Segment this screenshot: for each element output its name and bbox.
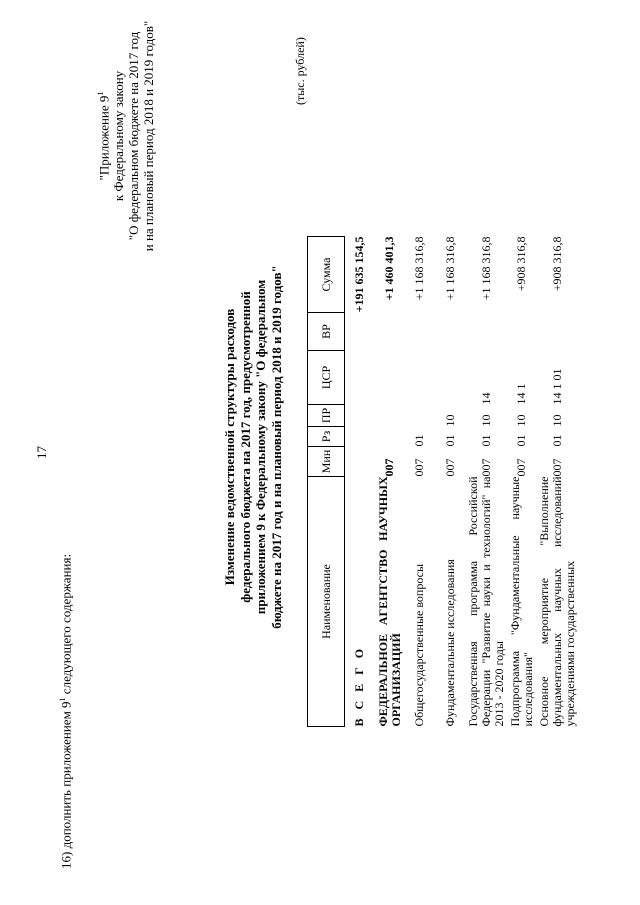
- table-row: [435, 237, 467, 727]
- title-line-4: бюджете на 2017 год и на плановый период 2018 и 2019 годов": [268, 265, 284, 629]
- row-rz: 01: [514, 434, 528, 447]
- row-sum: +1 168 316,8: [443, 236, 457, 301]
- row-min: 007: [478, 458, 493, 477]
- table-row: [375, 237, 405, 727]
- row-rz: 01: [443, 434, 457, 447]
- row-name: Фундаментальные исследования: [443, 559, 457, 727]
- row-pr: 10: [514, 414, 528, 427]
- title-line-2: федерального бюджета на 2017 год, предусмотренной: [237, 291, 253, 603]
- row-sum: +1 168 316,8: [478, 236, 493, 301]
- row-sum: +1 168 316,8: [412, 236, 426, 301]
- header-name: Наименование: [308, 477, 345, 727]
- row-vr: [467, 313, 506, 351]
- row-name: Основное мероприятие "Выполнение фундаментальных научных исследований учреждениями государственных: [536, 476, 577, 727]
- table-row: [345, 237, 375, 727]
- row-csr: [345, 351, 375, 405]
- appendix-line-1: [93, 7, 111, 265]
- row-min: 007: [514, 458, 528, 477]
- header-min: Мин: [308, 447, 345, 477]
- units-label: (тыс. рублей): [293, 37, 307, 105]
- row-csr: 14 1: [514, 383, 528, 405]
- row-min: 007: [549, 458, 564, 477]
- header-vr: ВР: [308, 313, 345, 351]
- appendix-superscript: 1: [96, 91, 105, 96]
- header-sum: Сумма: [308, 237, 345, 313]
- row-csr: 14 1 01: [549, 368, 564, 405]
- row-sum: +908 316,8: [549, 236, 564, 292]
- row-vr: [375, 313, 405, 351]
- row-min: [345, 447, 375, 477]
- row-rz: 01: [478, 434, 493, 447]
- row-name: В С Е Г О: [352, 645, 367, 727]
- appendix-line-3: "О федеральном бюджете на 2017 год: [126, 31, 142, 241]
- appendix-line-2: к Федеральному закону: [111, 70, 127, 202]
- table-row: [405, 237, 435, 727]
- appendix-reference: [93, 7, 156, 265]
- header-csr: ЦСР: [308, 351, 345, 405]
- table-row: [538, 237, 577, 727]
- title-line-1: Изменение ведомственной структуры расходов: [222, 308, 237, 586]
- intro-prefix: 16) дополнить приложением 9: [58, 701, 74, 869]
- row-pr: 10: [549, 414, 564, 427]
- table-row: [506, 237, 538, 727]
- title-line-3: приложением 9 к Федеральному закону "О федеральном: [253, 279, 268, 615]
- row-vr: [538, 313, 577, 351]
- row-pr: [345, 405, 375, 427]
- row-vr: [506, 313, 538, 351]
- row-csr: [405, 351, 435, 405]
- row-sum: +1 460 401,3: [382, 236, 396, 301]
- row-min: 007: [382, 458, 396, 477]
- row-min: 007: [443, 458, 457, 477]
- row-name: Подпрограмма "Фундаментальные научные исследования": [507, 476, 535, 727]
- budget-table: [307, 236, 577, 727]
- row-csr: [435, 351, 467, 405]
- header-pr: ПР: [308, 405, 345, 427]
- row-rz: 01: [549, 434, 564, 447]
- page-number: 17: [34, 446, 49, 459]
- row-name: Государственная программа Российской Федерации "Развитие науки и технологий" на 2013 - 2020 годы: [465, 476, 506, 727]
- row-vr: [345, 313, 375, 351]
- row-csr: 14: [478, 392, 493, 405]
- row-csr: [375, 351, 405, 405]
- row-pr: 10: [478, 414, 493, 427]
- row-vr: [405, 313, 435, 351]
- appendix-line-1-text: "Приложение 9: [96, 95, 112, 181]
- row-pr: 10: [443, 414, 457, 427]
- row-rz: [375, 427, 405, 447]
- table-header-row: [308, 237, 345, 727]
- row-sum: +191 635 154,5: [352, 236, 367, 313]
- row-rz: [345, 427, 375, 447]
- row-name: Общегосударственные вопросы: [412, 563, 426, 727]
- row-pr: [405, 405, 435, 427]
- table-row: [467, 237, 506, 727]
- row-pr: [375, 405, 405, 427]
- header-rz: Рз: [308, 427, 345, 447]
- intro-suffix: следующего содержания:: [58, 553, 74, 698]
- appendix-line-4: и на плановый период 2018 и 2019 годов": [141, 20, 157, 252]
- intro-text: [58, 554, 74, 869]
- document-title: [222, 217, 284, 677]
- intro-superscript: 1: [58, 697, 67, 702]
- row-vr: [435, 313, 467, 351]
- row-name: ФЕДЕРАЛЬНОЕ АГЕНТСТВО НАУЧНЫХ ОРГАНИЗАЦИЙ: [375, 476, 403, 727]
- row-rz: 01: [412, 434, 426, 447]
- row-sum: +908 316,8: [514, 236, 528, 292]
- row-min: 007: [412, 458, 426, 477]
